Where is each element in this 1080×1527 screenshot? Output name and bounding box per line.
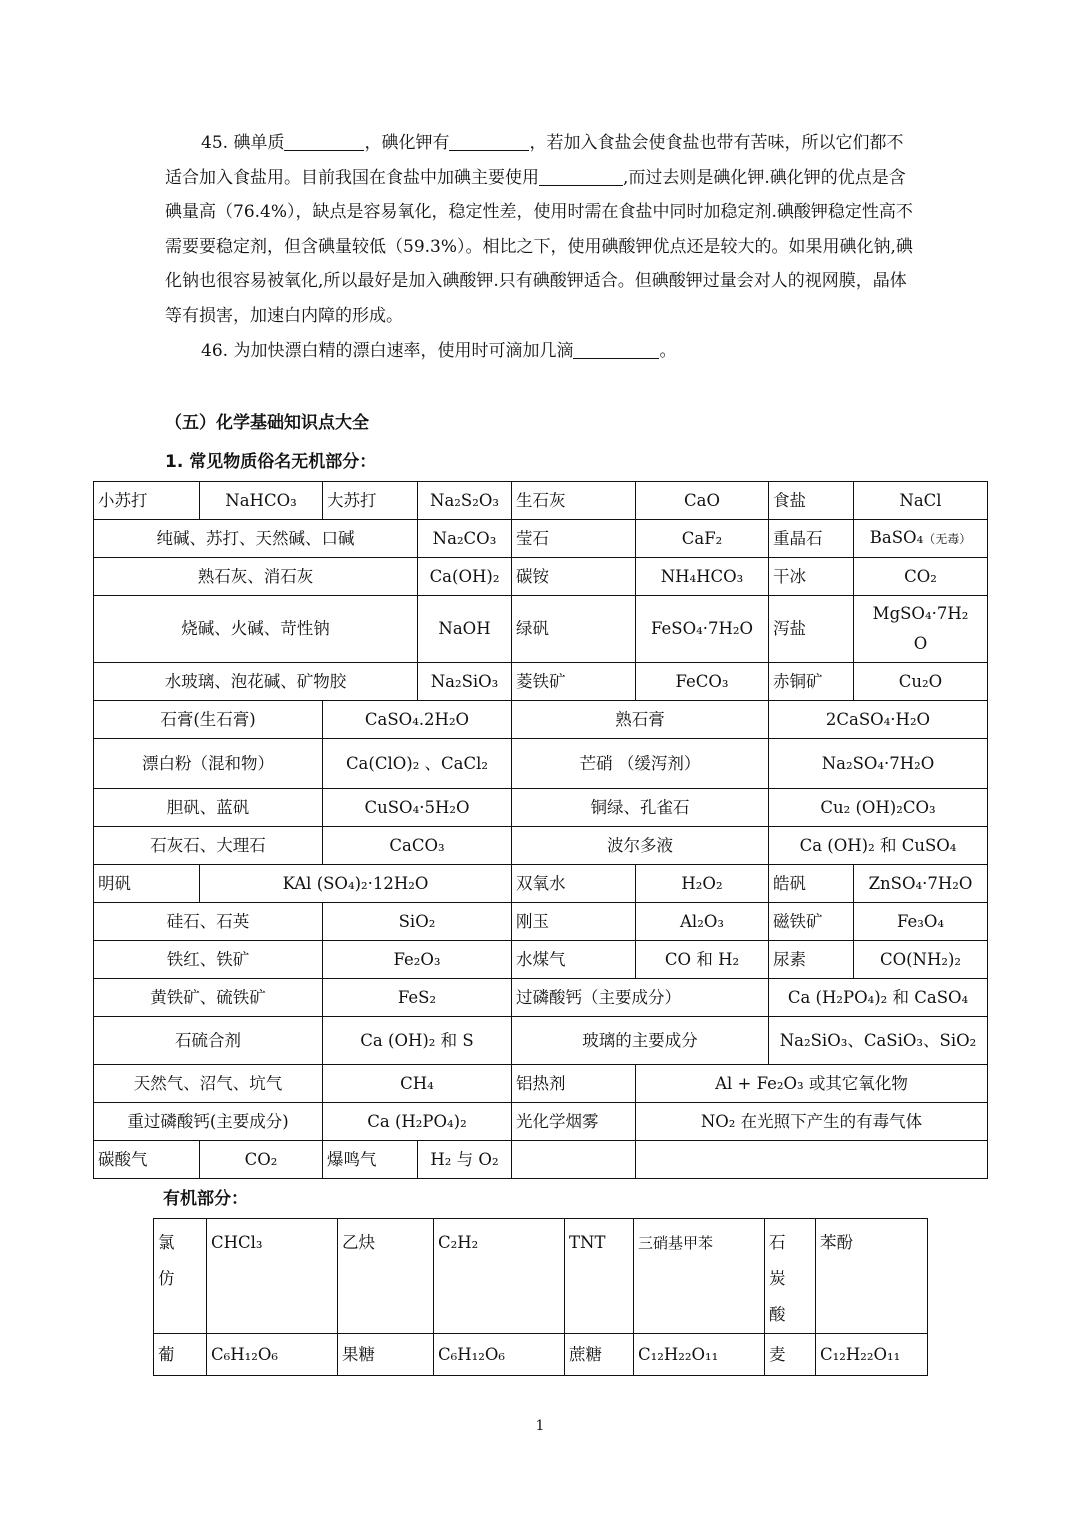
table-cell: Al + Fe₂O₃ 或其它氧化物 [636,1065,988,1103]
table-cell: 铜绿、孔雀石 [512,789,769,827]
answer-blank[interactable] [539,165,623,186]
table-cell: KAl (SO₄)₂·12H₂O [200,865,512,903]
table-cell: 皓矾 [769,865,854,903]
table-cell: 小苏打 [94,482,200,520]
table-cell: 重过磷酸钙(主要成分) [94,1103,323,1141]
answer-blank[interactable] [284,130,364,151]
table-cell: Na₂S₂O₃ [418,482,512,520]
inorganic-table [93,481,988,1179]
table-cell: 双氧水 [512,865,636,903]
table-cell: TNT [565,1219,634,1334]
table-row [94,739,988,789]
table-cell: CO 和 H₂ [636,941,769,979]
table-cell: 菱铁矿 [512,663,636,701]
table-row [94,903,988,941]
table-cell: Cu₂ (OH)₂CO₃ [769,789,988,827]
table-cell: 大苏打 [323,482,418,520]
table-cell [854,520,988,558]
table-cell: 泻盐 [769,596,854,663]
table-cell: SiO₂ [323,903,512,941]
table-cell: 纯碱、苏打、天然碱、口碱 [94,520,418,558]
table-cell: Fe₃O₄ [854,903,988,941]
table-cell: ZnSO₄·7H₂O [854,865,988,903]
table-row [94,1017,988,1065]
table-cell: 光化学烟雾 [512,1103,636,1141]
table-cell: H₂O₂ [636,865,769,903]
table-cell: 黄铁矿、硫铁矿 [94,979,323,1017]
table-row [94,558,988,596]
table-cell: Na₂SiO₃、CaSiO₃、SiO₂ [769,1017,988,1065]
table-cell: 天然气、沼气、坑气 [94,1065,323,1103]
table-row [94,663,988,701]
table-cell: CO₂ [200,1141,323,1179]
table-row [94,827,988,865]
table-cell [854,596,988,663]
q46-text-2: 。 [659,341,677,361]
table-cell: C₆H₁₂O₆ [207,1334,338,1376]
table-cell: 三硝基甲苯 [634,1219,765,1334]
table-cell: H₂ 与 O₂ [418,1141,512,1179]
table-cell: CaCO₃ [323,827,512,865]
answer-blank[interactable] [573,338,659,359]
table-cell: 赤铜矿 [769,663,854,701]
table-cell: 熟石灰、消石灰 [94,558,418,596]
table-cell: C₆H₁₂O₆ [434,1334,565,1376]
q45-text-4: ,而过去则是碘化钾.碘化钾的优点是含碘量高（76.4%），缺点是容易氧化，稳定性差，使用时需在食盐中同时加稳定剂.碘酸钾稳定性高不需要要稳定剂，但含碘量较低（59.3%）。相比之下，使用碘酸钾优点还是较大的。如果用碘化钠,碘化钠也很容易被氧化,所以最好是加入碘酸钾.只有碘酸钾适合。但碘酸钾过量会对人的视网膜，晶体等有损害，加速白内障的形成。 [165,167,913,326]
table-cell: 尿素 [769,941,854,979]
table-cell [636,1141,988,1179]
question-45 [165,126,917,333]
table-cell: Ca(ClO)₂ 、CaCl₂ [323,739,512,789]
table-cell: 铁红、铁矿 [94,941,323,979]
table-cell: CHCl₃ [207,1219,338,1334]
table-cell: 玻璃的主要成分 [512,1017,769,1065]
table-cell: Ca (OH)₂ 和 S [323,1017,512,1065]
table-cell: CuSO₄·5H₂O [323,789,512,827]
table-cell: Fe₂O₃ [323,941,512,979]
table-cell: FeCO₃ [636,663,769,701]
table-cell: 硅石、石英 [94,903,323,941]
table-cell: 芒硝 （缓泻剂） [512,739,769,789]
question-46 [165,334,917,369]
table-cell: 碳酸气 [94,1141,200,1179]
table-cell: 氯 仿 [154,1219,207,1334]
table-cell: NaOH [418,596,512,663]
table-cell: 胆矾、蓝矾 [94,789,323,827]
table-cell: NaHCO₃ [200,482,323,520]
formula: BaSO₄ [869,528,924,547]
table-row [94,979,988,1017]
table-cell: 漂白粉（混和物） [94,739,323,789]
table-cell: 明矾 [94,865,200,903]
table-cell: 烧碱、火碱、苛性钠 [94,596,418,663]
table-cell: NaCl [854,482,988,520]
table-cell: 爆鸣气 [323,1141,418,1179]
table-cell: 磁铁矿 [769,903,854,941]
table-row [94,1065,988,1103]
table-row [94,482,988,520]
table-cell: 乙炔 [338,1219,434,1334]
table-cell: 2CaSO₄·H₂O [769,701,988,739]
formula-line: O [913,634,928,653]
table-cell: 莹石 [512,520,636,558]
table-cell: 石硫合剂 [94,1017,323,1065]
table-cell: Ca (H₂PO₄)₂ 和 CaSO₄ [769,979,988,1017]
table-cell: Na₂SO₄·7H₂O [769,739,988,789]
formula-line: MgSO₄·7H₂ [872,604,969,623]
answer-blank[interactable] [449,130,529,151]
note: （无毒） [923,532,972,546]
table-row [154,1219,928,1334]
table-cell: C₂H₂ [434,1219,565,1334]
table-cell: 葡 [154,1334,207,1376]
table-row [94,865,988,903]
table-cell: Na₂CO₃ [418,520,512,558]
table-cell: CaF₂ [636,520,769,558]
table-cell: 刚玉 [512,903,636,941]
table-cell: 水玻璃、泡花碱、矿物胶 [94,663,418,701]
table-cell: Na₂SiO₃ [418,663,512,701]
q45-text-3: ，若加入食盐会使食盐也带有苦味，所以它们都不适合加入食盐用。目前我国在食盐中加碘主要使用 [165,133,904,188]
table-cell: 苯酚 [816,1219,928,1334]
table-row [94,1103,988,1141]
table-cell: 重晶石 [769,520,854,558]
table-cell: 石灰石、大理石 [94,827,323,865]
table-cell: NH₄HCO₃ [636,558,769,596]
table-cell: 石 炭 酸 [765,1219,816,1334]
table-cell: 绿矾 [512,596,636,663]
table-cell: FeSO₄·7H₂O [636,596,769,663]
table-cell: 食盐 [769,482,854,520]
table-cell: Cu₂O [854,663,988,701]
table-cell: NO₂ 在光照下产生的有毒气体 [636,1103,988,1141]
table-cell: 麦 [765,1334,816,1376]
table-cell: CaO [636,482,769,520]
table-cell: 生石灰 [512,482,636,520]
table-cell: 果糖 [338,1334,434,1376]
table-cell: Ca (OH)₂ 和 CuSO₄ [769,827,988,865]
organic-table [153,1218,928,1376]
table-cell: 蔗糖 [565,1334,634,1376]
table-cell: 水煤气 [512,941,636,979]
table-cell: Ca (H₂PO₄)₂ [323,1103,512,1141]
inorganic-subtitle: 1. 常见物质俗名无机部分： [165,452,377,472]
page-number: 1 [535,1418,545,1434]
table-row [94,701,988,739]
table-cell: CH₄ [323,1065,512,1103]
table-cell: FeS₂ [323,979,512,1017]
table-cell [512,1141,636,1179]
table-row [94,1141,988,1179]
table-row [94,596,988,663]
table-cell: CO₂ [854,558,988,596]
section-title: （五）化学基础知识点大全 [165,413,369,433]
table-row [94,520,988,558]
table-cell: 碳铵 [512,558,636,596]
q45-text-1: 45. 碘单质 [201,133,285,153]
table-cell: Ca(OH)₂ [418,558,512,596]
table-cell: 石膏(生石膏) [94,701,323,739]
table-row [94,941,988,979]
q45-text-2: ，碘化钾有 [364,133,450,153]
q46-text-1: 46. 为加快漂白精的漂白速率，使用时可滴加几滴 [201,341,574,361]
organic-subtitle: 有机部分： [163,1189,248,1209]
table-cell: C₁₂H₂₂O₁₁ [634,1334,765,1376]
table-row [154,1334,928,1376]
table-cell: Al₂O₃ [636,903,769,941]
table-cell: 波尔多液 [512,827,769,865]
table-cell: C₁₂H₂₂O₁₁ [816,1334,928,1376]
table-cell: 干冰 [769,558,854,596]
table-cell: 铝热剂 [512,1065,636,1103]
table-cell: CO(NH₂)₂ [854,941,988,979]
table-cell: CaSO₄.2H₂O [323,701,512,739]
table-cell: 熟石膏 [512,701,769,739]
table-cell: 过磷酸钙（主要成分） [512,979,769,1017]
table-row [94,789,988,827]
